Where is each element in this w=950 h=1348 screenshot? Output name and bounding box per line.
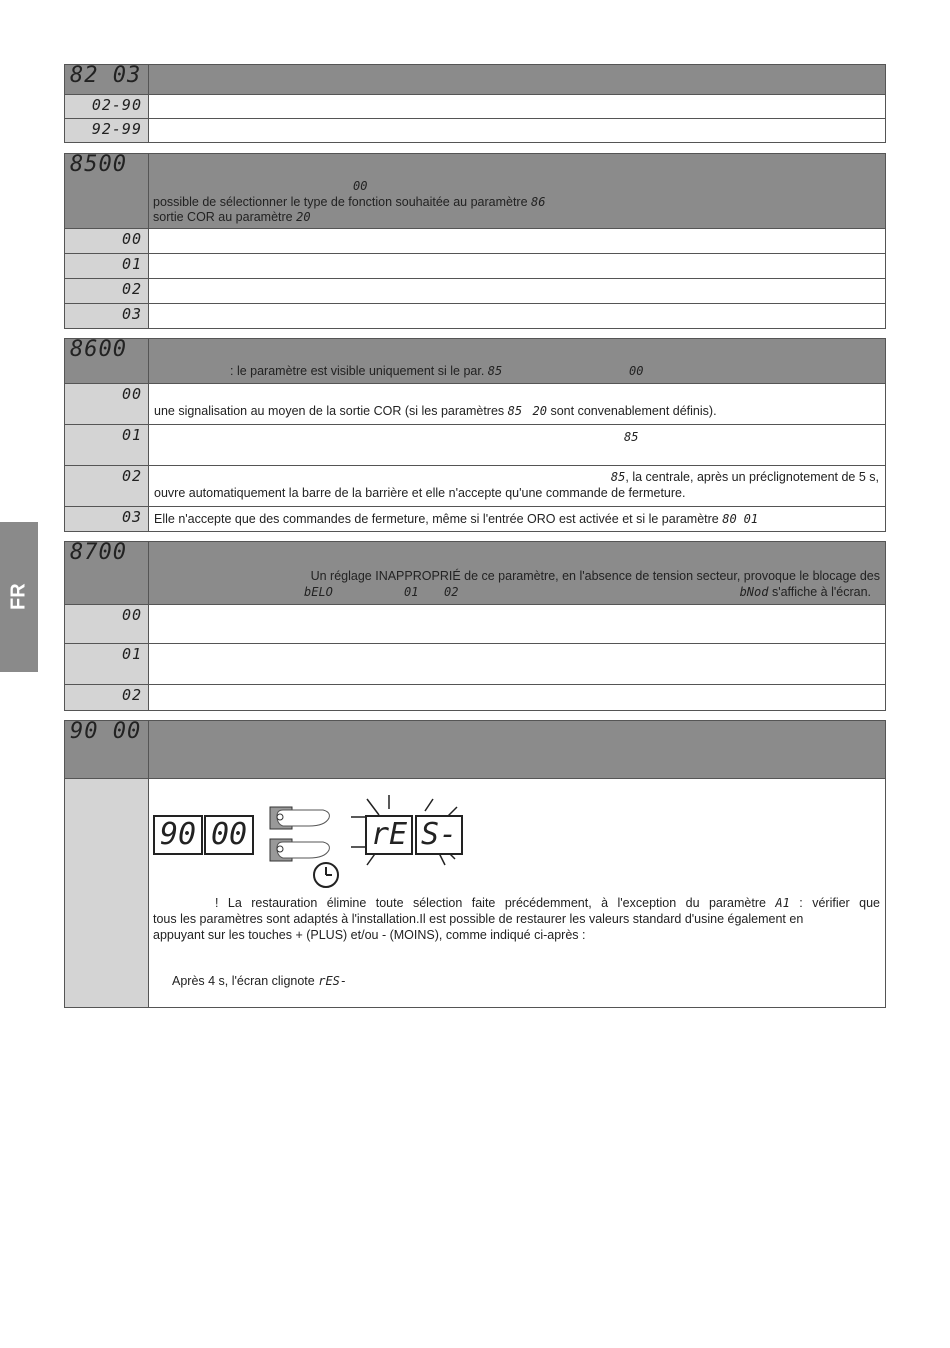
- inline-code: 00: [353, 179, 368, 193]
- option-code: 00: [121, 230, 142, 248]
- option-code-cell: [65, 425, 149, 466]
- inline-code: rES-: [318, 974, 348, 988]
- inline-code: 85: [487, 364, 503, 378]
- finger-icon: [277, 842, 329, 858]
- option-desc: [149, 685, 886, 711]
- display-digits-right: 00: [204, 815, 254, 855]
- option-code-cell: [65, 685, 149, 711]
- inline-code: 20: [532, 404, 547, 418]
- option-desc: [149, 605, 886, 644]
- option-code: 92-99: [91, 120, 142, 138]
- reset-instructions: [149, 779, 886, 1008]
- param-table-8700: [64, 541, 886, 711]
- option-text: une signalisation au moyen de la sortie COR (si les paramètres: [154, 404, 505, 418]
- language-tab-label: FR: [7, 583, 30, 611]
- inline-code: bNod: [739, 585, 769, 599]
- option-code-cell: [65, 466, 149, 507]
- option-code-cell: [65, 95, 149, 119]
- inline-code: 01: [404, 585, 419, 599]
- option-desc: [149, 644, 886, 685]
- option-code-cell: [65, 384, 149, 425]
- option-code: 00: [121, 385, 142, 403]
- option-code-cell: [65, 644, 149, 685]
- language-tab: [0, 522, 38, 672]
- param-table-8203: [64, 64, 886, 143]
- option-code: 02: [121, 280, 142, 298]
- reset-warning-text: : vérifier que: [799, 896, 881, 910]
- option-code-cell: [65, 507, 149, 532]
- param-code-cell: [65, 154, 149, 229]
- after-text: Après 4 s, l'écran clignote: [172, 974, 315, 988]
- option-desc: [149, 466, 886, 507]
- param-code-cell: [65, 339, 149, 384]
- display-res-left: rE: [365, 815, 413, 855]
- param-code: 90 00: [70, 719, 142, 744]
- header-text: possible de sélectionner le type de fonction souhaitée au paramètre: [153, 195, 528, 209]
- param-header: [149, 65, 886, 95]
- reset-warning-text: tous les paramètres sont adaptés à l'installation.Il est possible de restaurer les valeurs standard d'usine également en: [153, 912, 804, 926]
- header-text: : le paramètre est visible uniquement si le par.: [230, 364, 485, 378]
- option-code-cell: [65, 279, 149, 304]
- param-code-cell: [65, 65, 149, 95]
- inline-code: 01: [743, 512, 759, 526]
- param-code-cell: [65, 542, 149, 605]
- param-code: 8500: [70, 152, 127, 177]
- option-code: 02: [121, 686, 142, 704]
- reset-warning-text: ! La restauration élimine toute sélection faite précédemment, à l'exception du paramètre: [215, 896, 766, 910]
- inline-code: 85: [624, 430, 639, 444]
- inline-code: 85: [610, 470, 626, 484]
- inline-code: 02: [444, 585, 459, 599]
- option-desc: [149, 279, 886, 304]
- option-code: 02: [121, 467, 142, 485]
- inline-code: bELO: [304, 585, 333, 599]
- header-text: Un réglage INAPPROPRIÉ de ce paramètre, en l'absence de tension secteur, provoque le blocage des: [310, 569, 880, 583]
- option-desc: [149, 384, 886, 425]
- option-desc: [149, 229, 886, 254]
- option-code-cell: [65, 304, 149, 329]
- inline-code: A1: [775, 896, 790, 910]
- reset-warning-text: appuyant sur les touches + (PLUS) et/ou - (MOINS), comme indiqué ci-après :: [153, 928, 586, 942]
- option-code: 03: [121, 508, 142, 526]
- param-table-8500: [64, 153, 886, 329]
- option-text: ouvre automatiquement la barre de la barrière et elle n'accepte qu'une commande de fermeture.: [154, 486, 686, 500]
- option-text: sont convenablement définis).: [550, 404, 717, 418]
- param-header: [149, 154, 886, 229]
- inline-code: 20: [296, 210, 311, 224]
- display-res-right: S-: [415, 815, 463, 855]
- inline-code: 86: [531, 195, 546, 209]
- option-code: 03: [121, 305, 142, 323]
- display-digits-left: 90: [153, 815, 203, 855]
- option-desc: [149, 304, 886, 329]
- option-code-cell: [65, 119, 149, 143]
- option-code-cell: [65, 605, 149, 644]
- option-code: 00: [121, 606, 142, 624]
- option-desc: [149, 254, 886, 279]
- inline-code: 85: [507, 404, 523, 418]
- header-text: s'affiche à l'écran.: [771, 585, 871, 599]
- option-text: Elle n'accepte que des commandes de fermeture, même si l'entrée ORO est activée et si le paramètre: [154, 512, 719, 526]
- option-desc: [149, 119, 886, 143]
- header-text: sortie COR au paramètre: [153, 210, 293, 224]
- param-code: 8600: [70, 337, 127, 362]
- option-code: 01: [121, 426, 142, 444]
- param-code: 8700: [70, 540, 127, 565]
- param-header: [149, 542, 886, 605]
- option-desc: [149, 95, 886, 119]
- option-code-cell: [65, 779, 149, 1008]
- finger-icon: [277, 810, 329, 826]
- param-code: 82 03: [70, 63, 142, 88]
- option-code-cell: [65, 254, 149, 279]
- option-code: 01: [121, 645, 142, 663]
- option-code: 02-90: [91, 96, 142, 114]
- param-code-cell: [65, 721, 149, 779]
- option-code-cell: [65, 229, 149, 254]
- option-desc: [149, 425, 886, 466]
- param-table-9000: [64, 720, 886, 1008]
- inline-code: 00: [629, 364, 644, 378]
- inline-code: 80: [722, 512, 737, 526]
- option-desc: [149, 507, 886, 532]
- option-code: 01: [121, 255, 142, 273]
- param-table-8600: [64, 338, 886, 532]
- param-header: [149, 339, 886, 384]
- param-header: [149, 721, 886, 779]
- option-text: , la centrale, après un préclignotement de 5 s,: [625, 470, 879, 484]
